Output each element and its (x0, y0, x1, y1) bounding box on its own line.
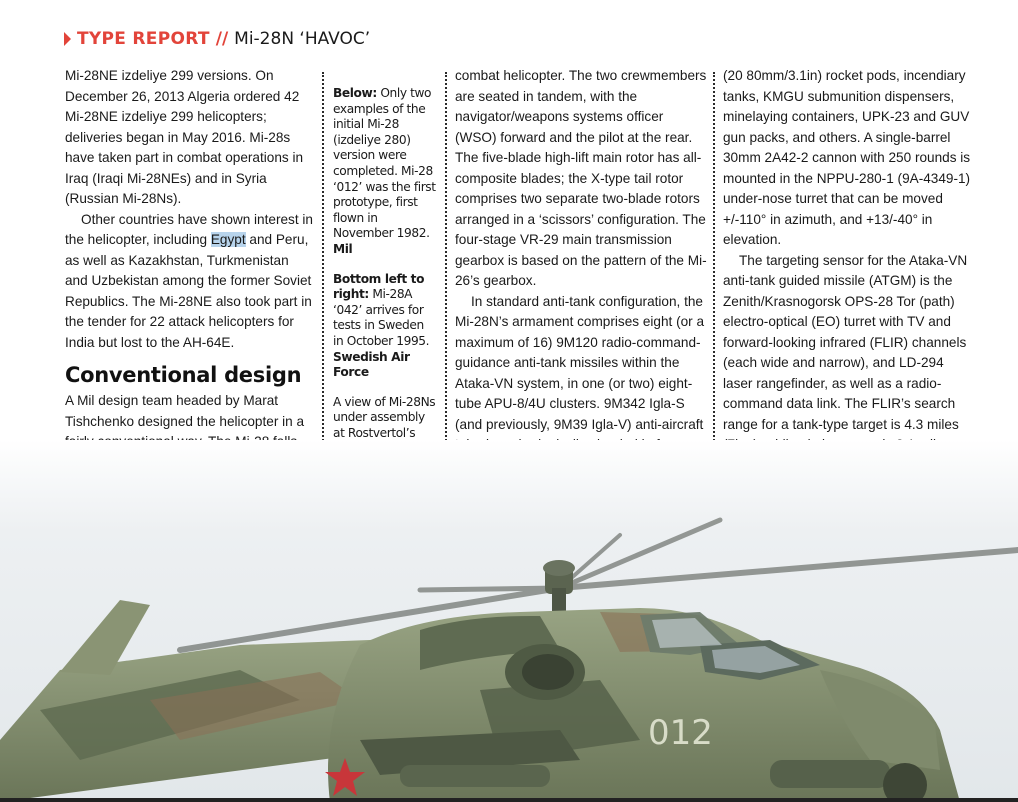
caption-lead: Bottom left to right: (333, 271, 425, 302)
paragraph: A Mil design team headed by Marat Tishchenko designed the helicopter in a (65, 393, 305, 429)
highlighted-word[interactable]: Egypt (210, 232, 246, 247)
header-section: TYPE REPORT (77, 29, 210, 49)
paragraph (65, 210, 313, 354)
page-bottom-edge (0, 798, 1018, 802)
caption-credit: Mil (333, 241, 353, 256)
caption: A view of Mi-28Ns under assembly at Rostvertol’s (333, 394, 436, 440)
helicopter-photo (0, 440, 1018, 802)
tail-number: 012 (648, 713, 713, 753)
page-header (64, 27, 370, 51)
caption-credit: Swedish Air Force (333, 349, 410, 380)
paragraph: combat helicopter. The two crewmembers are seated in tandem, with the navigator/weapons systems officer (WSO) forward and the pilot at the rear. The five-blade high-lift main rotor has all-composite blades; the X-type tail rotor comprises two separate two-blade rotors arranged in a ‘scissors’ configuration. The four-stage VR-29 main transmission gearbox is based on the pattern of the Mi-26’s gearbox. (455, 68, 707, 288)
caption-lead: Below: (333, 86, 377, 100)
paragraph: The targeting sensor for the Ataka-VN anti-tank guided missile (ATGM) is the Zenith/Krasnogorsk OPS-28 Tor (path) electro-optical (EO) turret with TV and forward-looking infrared (FLIR) channels (each wide and narrow), and LD-294 laser rangefinder, as well as a radio-command data link. The FLIR’s search range for a tank-type target is 4.3 miles (723, 252, 968, 432)
text-run: Other countries have shown interest in the helicopter, including (65, 211, 313, 247)
paragraph: In standard anti-tank configuration, the Mi-28N’s armament comprises eight (or a maximum of 16) 9M120 radio-command-guidance anti-tank missiles within the Ataka-VN system, in one (or two) eight-tube APU-8/4U clusters. 9M342 Igla-S (and previously, 9M39 Igla-V) anti-aircraft (455, 293, 705, 432)
section-heading: Conventional design (65, 363, 302, 387)
header-title: Mi-28N ‘HAVOC’ (234, 29, 371, 49)
paragraph: (20 80mm/3.1in) rocket pods, incendiary tanks, KMGU submunition dispensers, minelaying containers, UPK-23 and GUV gun packs, and others. A single-barrel 30mm 2A42-2 cannon with 250 rounds is mounted in the NPPU-280-1 (9A-4349-1) under-nose turret that can be moved +/-110° in azimuth, and +13/-40° in elevation. (723, 68, 971, 247)
paragraph: Mi-28NE izdeliye 299 versions. On December 26, 2013 Algeria ordered 42 Mi-28NE izdeliye 299 helicopters; deliveries began in May 2016. Mi-28s have taken part in combat operations in Iraq (Iraqi Mi-28NEs) and in Syria (Russian Mi-28Ns). (65, 68, 304, 206)
text-run: and Peru, as well as Kazakhstan, Turkmenistan and Uzbekistan among the former Soviet Republics. The Mi-28NE also took part in the tender for 22 attack helicopters for India but lost to the AH-64E. (65, 232, 312, 350)
caption (333, 86, 437, 258)
header-arrow-icon (64, 32, 71, 46)
header-separator: // (215, 29, 229, 49)
caption-text: Mi-28A ‘042’ arrives for tests in Sweden in October 1995. (333, 287, 430, 348)
caption-text: Only two examples of the initial Mi-28 (izdeliye 280) version were completed. Mi-28 ‘012’ was the first prototype, first flown in November 1982. (333, 86, 436, 241)
caption (333, 272, 437, 381)
